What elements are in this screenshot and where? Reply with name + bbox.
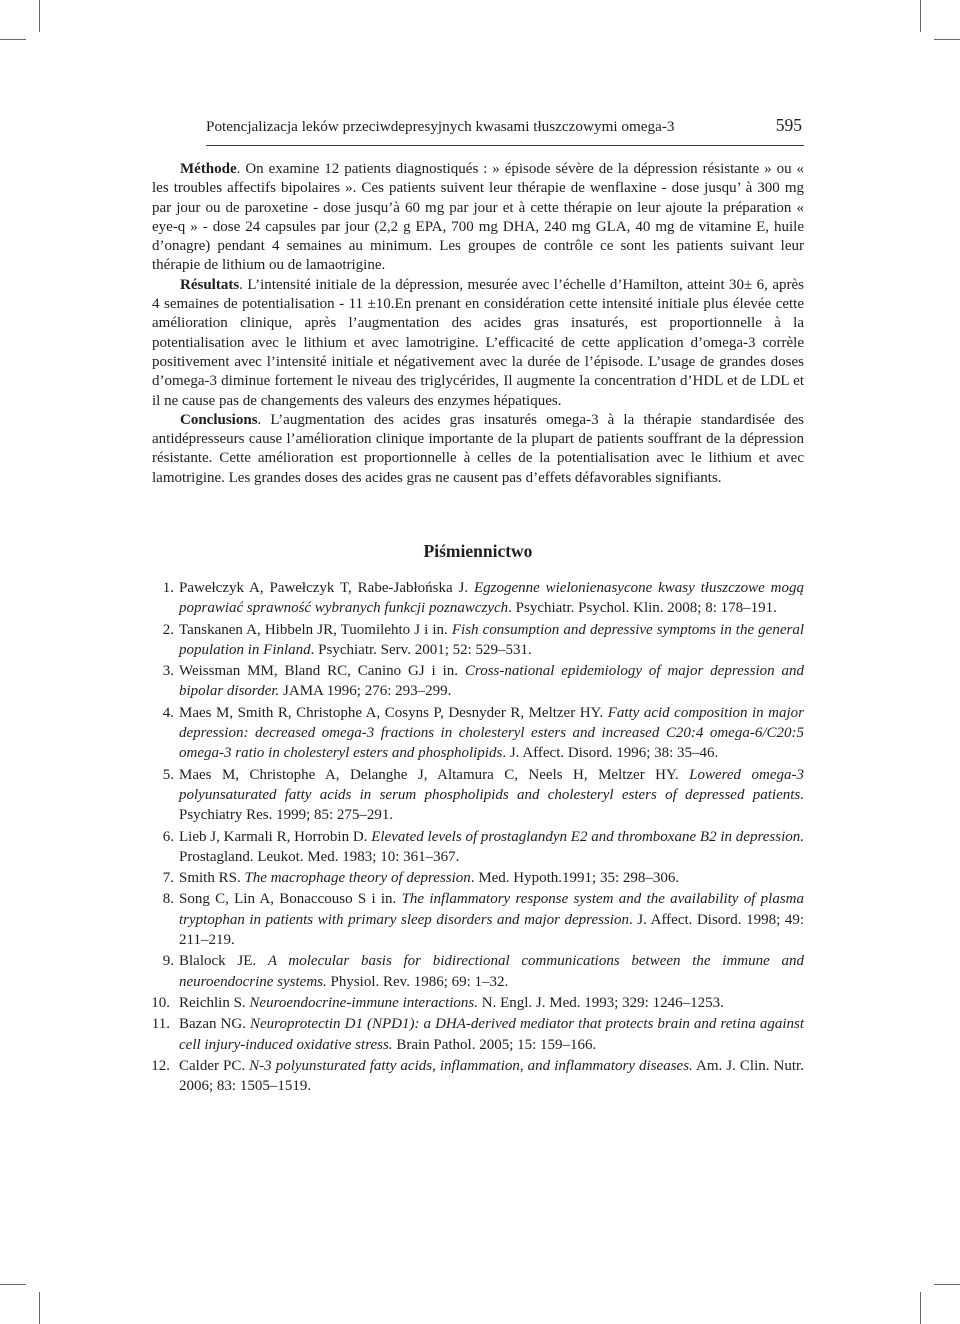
header-rule xyxy=(206,145,804,146)
reference-authors: Pawełczyk A, Pawełczyk T, Rabe-Jabłońska J. xyxy=(179,580,474,596)
reference-item xyxy=(152,578,804,619)
methode-label: Méthode xyxy=(180,161,237,177)
reference-source: Psychiatry Res. 1999; 85: 275–291. xyxy=(179,807,394,824)
reference-source: Brain Pathol. 2005; 15: 159–166. xyxy=(392,1036,597,1053)
references-list xyxy=(152,578,804,1097)
reference-title: Neuroendocrine-immune interactions. xyxy=(249,994,478,1011)
crop-mark xyxy=(39,0,40,32)
reference-number: 2. xyxy=(162,621,174,638)
reference-item xyxy=(152,827,804,868)
crop-mark xyxy=(934,1284,960,1285)
reference-item xyxy=(152,620,804,661)
reference-authors: Blalock JE. xyxy=(179,953,268,970)
conclusions-text: . L’augmentation des acides gras insaturés omega-3 à la thérapie standardisée des antidépresseurs cause l’amélioration clinique importante de la plupart de patients souffrant de la dépression résistante. Cette amélioration est proportionnelle à celles de la potentialisation avec le lithium et avec lamotrigine. Les grandes doses des acides gras ne causent pas d’effets défavorables signifiants. xyxy=(152,411,804,486)
reference-title: A molecular basis for bidirectional communications between the immune and neuroendocrine systems. xyxy=(179,953,804,990)
reference-source: Physiol. Rev. 1986; 69: 1–32. xyxy=(326,973,509,990)
reference-item xyxy=(152,993,804,1013)
crop-mark xyxy=(0,1284,26,1285)
crop-mark xyxy=(39,1292,40,1324)
resultats-text: . L’intensité initiale de la dépression, mesurée avec l’échelle d’Hamilton, atteint 30± 6, après 4 semaines de potentialisation - 11 ±10.En prenant en considération cette intensité initiale plus élevée cette amélioration clinique, après l’augmentation des acides gras insaturés, est proportionnelle à la potentialisation avec le lithium et avec lamotrigine. L’efficacité de cette application d’omega-3 corrèle positivement avec l’intensité initiale et négativement avec la durée de l’épisode. L’usage de grandes doses d’omega-3 diminue fortement le niveau des triglycérides, Il augmente la concentration d’HDL et de LDL et il ne cause pas de changements des valeurs des enzymes hépatiques. xyxy=(152,276,804,409)
reference-title: N-3 polyunsturated fatty acids, inflammation, and inflammatory diseases. xyxy=(249,1057,693,1074)
reference-item xyxy=(152,661,804,702)
reference-source: . Psychiatr. Serv. 2001; 52: 529–531. xyxy=(310,641,532,658)
crop-mark xyxy=(920,1292,921,1324)
reference-number: 3. xyxy=(162,663,174,680)
reference-authors: Maes M, Smith R, Christophe A, Cosyns P, Desnyder R, Meltzer HY. xyxy=(179,704,608,721)
crop-mark xyxy=(0,39,26,40)
reference-title: Egzogenne wielonienasycone kwasy tłuszczowe mogą poprawiać sprawność wybranych funkcji poznawczych xyxy=(179,580,804,617)
reference-number: 1. xyxy=(162,580,174,596)
reference-number: 10. xyxy=(151,994,170,1011)
running-title: Potencjalizacja leków przeciwdepresyjnych kwasami tłuszczowymi omega-3 xyxy=(206,118,675,135)
reference-number: 9. xyxy=(162,953,174,970)
abstract-body xyxy=(152,160,804,488)
resultats-paragraph xyxy=(152,276,804,411)
reference-source: N. Engl. J. Med. 1993; 329: 1246–1253. xyxy=(478,994,724,1011)
reference-source: . J. Affect. Disord. 1996; 38: 35–46. xyxy=(502,745,719,762)
crop-mark xyxy=(934,39,960,40)
reference-title: Lowered omega-3 polyunsaturated fatty acids in serum phospholipids and cholesteryl esters of depressed patients. xyxy=(179,766,804,803)
reference-source: . Psychiatr. Psychol. Klin. 2008; 8: 178–191. xyxy=(508,600,777,617)
reference-item xyxy=(152,703,804,764)
reference-number: 12. xyxy=(151,1057,170,1074)
reference-source: JAMA 1996; 276: 293–299. xyxy=(279,683,452,700)
reference-source: . J. Affect. Disord. 1998; 49: 211–219. xyxy=(179,911,804,949)
conclusions-label: Conclusions xyxy=(180,411,258,428)
reference-number: 7. xyxy=(162,870,174,887)
reference-title: The inflammatory response system and the availability of plasma tryptophan in patients with primary sleep disorders and major depression xyxy=(179,891,804,928)
reference-item xyxy=(152,1014,804,1055)
reference-authors: Reichlin S. xyxy=(179,994,250,1011)
reference-number: 6. xyxy=(162,828,174,845)
reference-item xyxy=(152,889,804,950)
references-heading: Piśmiennictwo xyxy=(423,541,533,561)
reference-source: . Med. Hypoth.1991; 35: 298–306. xyxy=(470,870,680,887)
crop-mark xyxy=(920,0,921,32)
reference-authors: Weissman MM, Bland RC, Canino GJ i in. xyxy=(179,663,465,680)
resultats-label: Résultats xyxy=(180,276,240,293)
methode-paragraph xyxy=(152,160,804,276)
reference-authors: Bazan NG. xyxy=(179,1016,251,1033)
reference-item xyxy=(152,868,804,888)
reference-source: Am. J. Clin. Nutr. 2006; 83: 1505–1519. xyxy=(179,1057,804,1095)
reference-title: The macrophage theory of depression xyxy=(244,870,471,887)
reference-authors: Lieb J, Karmali R, Horrobin D. xyxy=(179,828,372,845)
reference-item xyxy=(152,765,804,826)
reference-title: Neuroprotectin D1 (NPD1): a DHA-derived mediator that protects brain and retina against cell injury-induced oxidative stress. xyxy=(179,1016,804,1053)
methode-text: . On examine 12 patients diagnostiqués : » épisode sévère de la dépression résistante » ou « les troubles affectifs bipolaires ». Ces patients suivent leur thérapie de wenflaxine - dose jusqu’ à 300 mg par jour ou de paroxetine - dose jusqu’à 60 mg par jour et à cette thérapie on leur ajoute la préparation « eye-q » - dose 24 capsules par jour (2,2 g EPA, 700 mg DHA, 240 mg GLA, 40 mg de vitamine E, huile d’onagre) pendant 4 semaines au minimum. Les groupes de contrôle ce sont les patients suivant leur thérapie de lithium ou de lamaotrigine. xyxy=(152,161,804,274)
reference-title: Elevated levels of prostaglandyn E2 and thromboxane B2 in depression. xyxy=(371,828,804,845)
reference-authors: Calder PC. xyxy=(179,1057,250,1074)
reference-item xyxy=(152,1056,804,1097)
running-header xyxy=(206,116,804,142)
reference-number: 4. xyxy=(162,704,174,721)
reference-source: Prostagland. Leukot. Med. 1983; 10: 361–367. xyxy=(179,848,460,865)
reference-item xyxy=(152,951,804,992)
reference-authors: Tanskanen A, Hibbeln JR, Tuomilehto J i in. xyxy=(179,621,452,638)
reference-title: Fish consumption and depressive symptoms in the general population in Finland xyxy=(179,621,805,658)
reference-authors: Song C, Lin A, Bonaccouso S i in. xyxy=(179,891,402,908)
reference-number: 8. xyxy=(162,891,174,908)
reference-number: 5. xyxy=(162,766,174,783)
reference-title: Cross-national epidemiology of major depression and bipolar disorder. xyxy=(179,663,804,700)
reference-authors: Smith RS. xyxy=(179,870,245,887)
page-number: 595 xyxy=(775,115,802,135)
reference-number: 11. xyxy=(151,1016,170,1033)
conclusions-paragraph xyxy=(152,411,804,488)
reference-title: Fatty acid composition in major depression: decreased omega-3 fractions in cholesteryl esters and increased C20:4 omega-6/C20:5 omega-3 ratio in cholesteryl esters and phospholipids xyxy=(179,704,804,762)
reference-authors: Maes M, Christophe A, Delanghe J, Altamura C, Neels H, Meltzer HY. xyxy=(179,766,690,783)
